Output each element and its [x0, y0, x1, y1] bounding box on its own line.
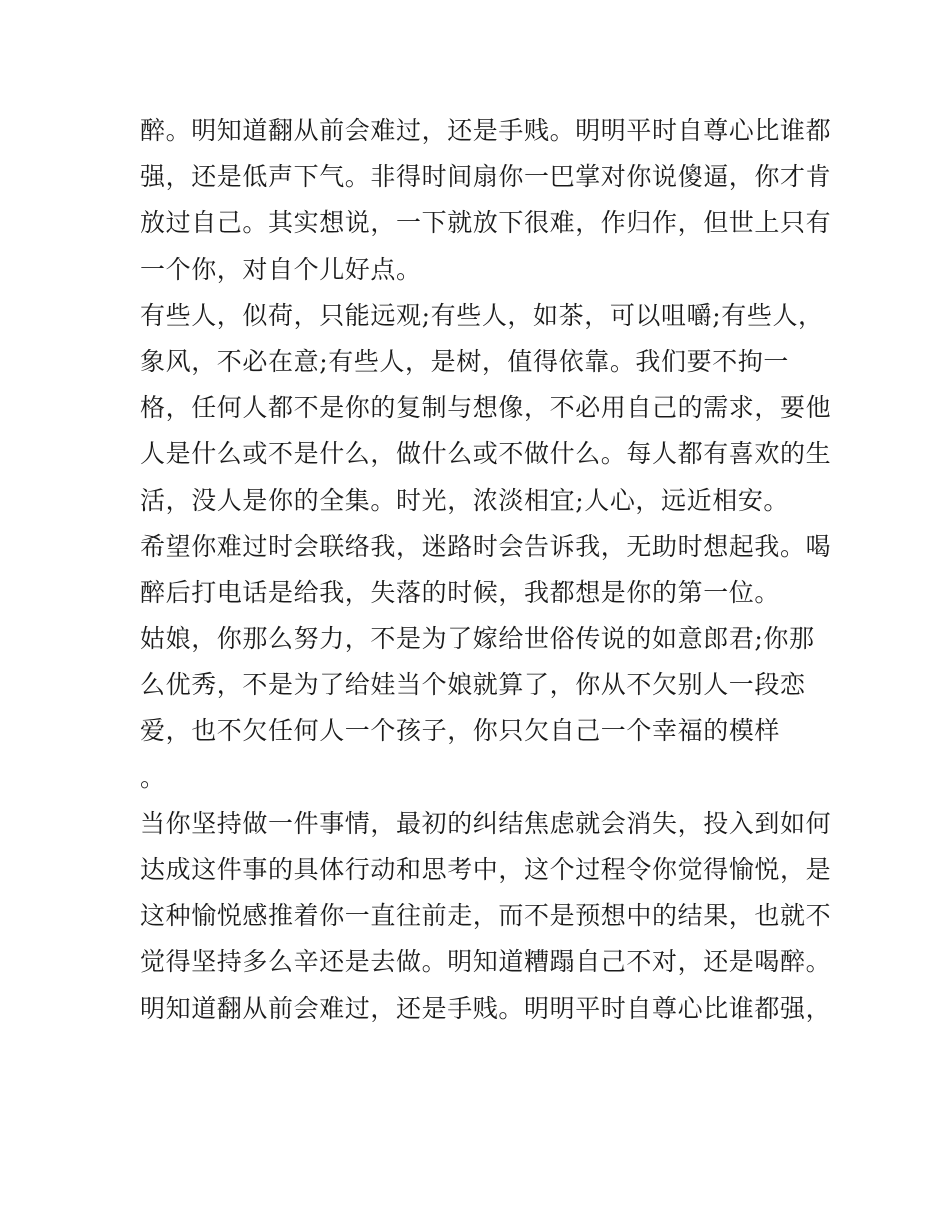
text-line: 希望你难过时会联络我，迷路时会告诉我，无助时想起我。喝	[140, 531, 832, 561]
text-line: 明知道翻从前会难过，还是手贱。明明平时自尊心比谁都强，	[140, 993, 832, 1023]
body-text	[140, 108, 840, 1032]
text-line: 这种愉悦感推着你一直往前走，而不是预想中的结果，也就不	[140, 901, 832, 931]
text-line: 放过自己。其实想说，一下就放下很难，作归作，但世上只有	[140, 208, 832, 238]
text-line: 。	[140, 762, 166, 792]
text-line: 么优秀，不是为了给娃当个娘就算了，你从不欠别人一段恋	[140, 670, 806, 700]
text-line: 姑娘，你那么努力，不是为了嫁给世俗传说的如意郎君;你那	[140, 624, 815, 654]
text-line: 格，任何人都不是你的复制与想像，不必用自己的需求，要他	[140, 393, 832, 423]
text-line: 达成这件事的具体行动和思考中，这个过程令你觉得愉悦，是	[140, 855, 832, 884]
text-line: 爱，也不欠任何人一个孩子，你只欠自己一个幸福的模样	[140, 716, 781, 746]
text-line: 觉得坚持多么辛还是去做。明知道糟蹋自己不对，还是喝醉。	[140, 947, 832, 977]
text-line: 当你坚持做一件事情，最初的纠结焦虑就会消失，投入到如何	[140, 808, 832, 838]
text-line: 醉。明知道翻从前会难过，还是手贱。明明平时自尊心比谁都	[140, 116, 832, 145]
text-line: 象风，不必在意;有些人，是树，值得依靠。我们要不拘一	[140, 346, 790, 376]
text-line: 活，没人是你的全集。时光，浓淡相宜;人心，远近相安。	[140, 485, 790, 515]
text-line: 强，还是低声下气。非得时间扇你一巴掌对你说傻逼，你才肯	[140, 162, 832, 192]
text-line: 醉后打电话是给我，失落的时候，我都想是你的第一位。	[140, 577, 781, 607]
text-line: 人是什么或不是什么，做什么或不做什么。每人都有喜欢的生	[140, 439, 832, 469]
text-line: 有些人，似荷，只能远观;有些人，如茶，可以咀嚼;有些人，	[140, 300, 824, 330]
text-line: 一个你，对自个儿好点。	[140, 254, 422, 284]
